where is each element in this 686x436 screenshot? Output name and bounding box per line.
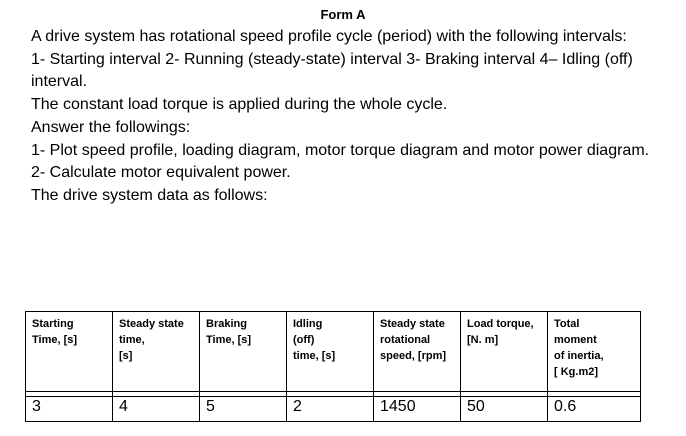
paragraph: 1- Starting interval 2- Running (steady-state) interval 3- Braking interval 4– Idling (off) interval. [31,50,633,91]
header-starting-time: Starting Time, [s] [26,312,113,392]
header-steady-state-speed: Steady state rotational speed, [rpm] [374,312,461,392]
value-starting-time: 3 [26,397,113,422]
value-braking-time: 5 [200,397,287,422]
value-steady-state-speed: 1450 [374,397,461,422]
header-steady-state-time: Steady state time, [s] [113,312,200,392]
form-title: Form A [320,7,366,22]
header-idling-time: Idling (off) time, [s] [287,312,374,392]
paragraph: 2- Calculate motor equivalent power. [31,164,291,182]
table-header-row [26,312,641,392]
value-idling-time: 2 [287,397,374,422]
paragraph: Answer the followings: [31,118,191,136]
drive-data-table [25,311,641,422]
header-moment-of-inertia: Total moment of inertia, [ Kg.m2] [548,312,641,392]
paragraph: A drive system has rotational speed profile cycle (period) with the following intervals: [31,28,627,45]
header-load-torque: Load torque, [N. m] [461,312,548,392]
value-steady-state-time: 4 [113,397,200,422]
paragraph: 1- Plot speed profile, loading diagram, motor torque diagram and motor power diagram. [31,141,650,159]
paragraph: The drive system data as follows: [31,186,268,204]
value-moment-of-inertia: 0.6 [548,397,641,422]
table-value-row [26,397,641,422]
problem-statement [31,26,661,208]
header-braking-time: Braking Time, [s] [200,312,287,392]
value-load-torque: 50 [461,397,548,422]
paragraph: The constant load torque is applied during the whole cycle. [31,96,448,114]
